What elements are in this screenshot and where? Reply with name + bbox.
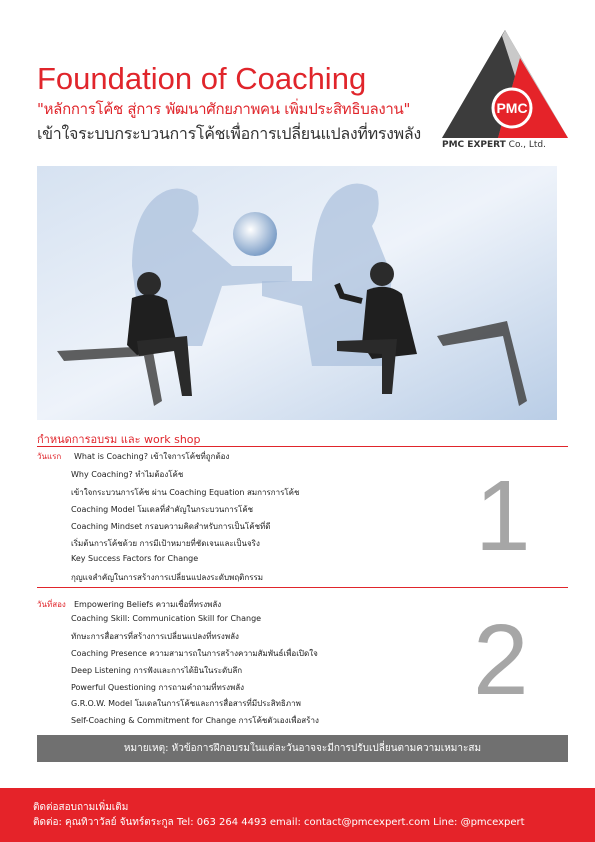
day1-label: วันแรก bbox=[37, 452, 62, 461]
list-item: Key Success Factors for Change bbox=[71, 554, 199, 563]
page-tagline: เข้าใจระบบกระบวนการโค้ชเพื่อการเปลี่ยนแปลงที่ทรงพลัง bbox=[37, 124, 421, 143]
section-divider bbox=[37, 446, 568, 447]
company-name bbox=[442, 140, 546, 150]
note-bar bbox=[37, 735, 568, 762]
coaching-photo bbox=[37, 166, 557, 420]
company-name-suffix: Co., Ltd. bbox=[505, 140, 546, 150]
list-item: Empowering Beliefs ความเชื่อที่ทรงพลัง bbox=[74, 600, 222, 609]
day2-number: 2 bbox=[473, 604, 529, 716]
list-item: Why Coaching? ทำไมต้องโค้ช bbox=[71, 470, 184, 479]
list-item: Coaching Mindset กรอบความคิดสำหรับการเป็นโค้ชที่ดี bbox=[71, 522, 271, 531]
note-text: หมายเหตุ: หัวข้อการฝึกอบรมในแต่ละวันอาจจะมีการปรับเปลี่ยนตามความเหมาะสม bbox=[123, 743, 482, 754]
contact-footer bbox=[0, 788, 595, 842]
footer-line1: ติดต่อสอบถามเพิ่มเติม bbox=[33, 802, 129, 813]
company-name-main: PMC EXPERT bbox=[442, 140, 506, 150]
day-divider bbox=[37, 587, 568, 588]
list-item: Coaching Model โมเดลที่สำคัญในกระบวนการโค้ช bbox=[71, 505, 254, 514]
schedule-section-title: กำหนดการอบรม และ work shop bbox=[37, 433, 201, 446]
page-title: Foundation of Coaching bbox=[37, 61, 367, 96]
list-item: Deep Listening การฟังและการได้ยินในระดับลึก bbox=[71, 666, 243, 675]
day2-label: วันที่สอง bbox=[37, 600, 66, 609]
list-item: เริ่มต้นการโค้ชด้วย การมีเป้าหมายที่ชัดเจนและเป็นจริง bbox=[71, 539, 260, 548]
pmc-logo-icon bbox=[440, 28, 570, 152]
list-item: Powerful Questioning การถามคำถามที่ทรงพลัง bbox=[71, 683, 245, 692]
list-item: กุญแจสำคัญในการสร้างการเปลี่ยนแปลงระดับพฤติกรรม bbox=[71, 573, 264, 582]
list-item: ทักษะการสื่อสารที่สร้างการเปลี่ยนแปลงที่ทรงพลัง bbox=[71, 632, 239, 641]
day1-number: 1 bbox=[475, 460, 531, 572]
list-item: เข้าใจกระบวนการโค้ช ผ่าน Coaching Equation สมการการโค้ช bbox=[71, 488, 300, 497]
page-subtitle: "หลักการโค้ช สู่การ พัฒนาศักยภาพคน เพิ่มประสิทธิบลงาน" bbox=[37, 100, 411, 118]
list-item: Self-Coaching & Commitment for Change การโค้ชตัวเองเพื่อสร้าง bbox=[71, 716, 319, 725]
logo-badge: PMC bbox=[496, 100, 528, 116]
footer-contact-line: ติดต่อ: คุณทิวาวัลย์ จันทร์ตระกูล Tel: 063 264 4493 email: contact@pmcexpert.com Line: @pmcexpert bbox=[33, 817, 525, 828]
list-item: Coaching Skill: Communication Skill for Change bbox=[71, 614, 262, 623]
list-item: G.R.O.W. Model โมเดลในการโค้ชและการสื่อสารที่มีประสิทธิภาพ bbox=[71, 699, 301, 708]
list-item: What is Coaching? เข้าใจการโค้ชที่ถูกต้อง bbox=[74, 452, 230, 461]
list-item: Coaching Presence ความสามารถในการสร้างความสัมพันธ์เพื่อเปิดใจ bbox=[71, 649, 318, 658]
